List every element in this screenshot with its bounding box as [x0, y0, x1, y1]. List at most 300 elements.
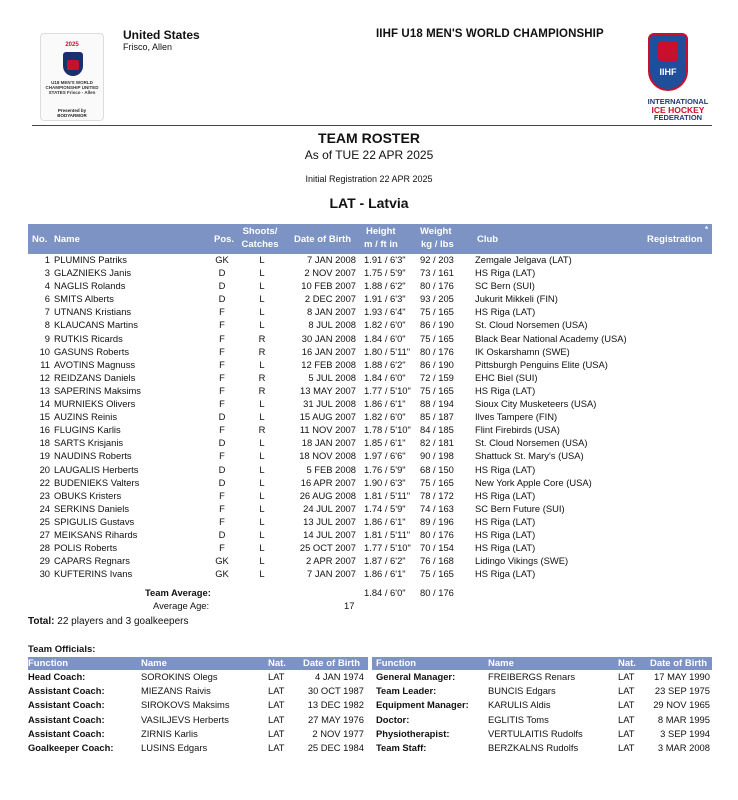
player-shoots: L: [259, 437, 265, 449]
player-number: 25: [39, 515, 50, 527]
player-number: 19: [39, 450, 50, 462]
iihf-shield-icon: [648, 33, 688, 91]
iihf-logo-text: IIHF: [659, 67, 677, 77]
player-shoots: R: [258, 384, 266, 396]
official-nationality: LAT: [618, 741, 635, 753]
player-weight: 88 / 194: [420, 398, 454, 410]
player-name: KLAUCANS Martins: [54, 319, 138, 331]
player-club: Shattuck St. Mary's (USA): [475, 450, 584, 462]
official-name: EGLITIS Toms: [488, 713, 549, 725]
player-position: D: [218, 463, 226, 475]
player-club: HS Riga (LAT): [475, 568, 536, 580]
official-row: [372, 684, 712, 698]
as-of-date: As of TUE 22 APR 2025: [304, 148, 434, 162]
table-row: [28, 384, 712, 397]
player-dob: 7 JAN 2008: [307, 254, 356, 265]
table-row: [28, 332, 712, 345]
official-function: Team Leader:: [376, 685, 437, 697]
player-dob: 7 JAN 2007: [307, 568, 356, 580]
player-dob: 30 JAN 2008: [301, 332, 356, 344]
official-name: SOROKINS Olegs: [141, 671, 218, 682]
table-row: [28, 502, 712, 515]
table-row: [28, 515, 712, 528]
player-height: 1.86 / 6'1": [364, 515, 406, 527]
official-name: FREIBERGS Renars: [488, 671, 576, 682]
official-name: SIROKOVS Maksims: [141, 699, 230, 711]
player-height: 1.76 / 5'9": [364, 463, 406, 475]
player-name: UTNANS Kristians: [54, 306, 132, 318]
official-nationality: LAT: [618, 671, 635, 682]
player-position: D: [218, 293, 226, 305]
official-function: Physiotherapist:: [376, 727, 450, 739]
player-club: Lidingo Vikings (SWE): [475, 555, 569, 567]
player-name: AVOTINS Magnuss: [54, 358, 136, 370]
player-club: HS Riga (LAT): [475, 267, 536, 279]
team-name: LAT - Latvia: [329, 195, 409, 211]
header-divider: [32, 125, 712, 126]
official-name: VASILJEVS Herberts: [141, 713, 229, 725]
table-row: [28, 279, 712, 292]
player-weight: 75 / 165: [420, 332, 454, 344]
player-height: 1.93 / 6'4": [364, 306, 406, 318]
player-number: 23: [39, 489, 50, 501]
player-height: 1.88 / 6'2": [364, 358, 406, 370]
player-shoots: R: [258, 371, 266, 383]
official-row: [28, 727, 368, 741]
table-row: [28, 449, 712, 462]
player-shoots: L: [259, 398, 265, 410]
player-height: 1.74 / 5'9": [364, 502, 406, 514]
player-number: 28: [39, 542, 50, 554]
player-name: SPIGULIS Gustavs: [54, 515, 135, 527]
player-shoots: R: [258, 332, 266, 344]
player-number: 10: [39, 345, 50, 357]
official-name: KARULIS Aldis: [488, 699, 551, 711]
player-shoots: L: [259, 555, 265, 567]
player-club: Ilves Tampere (FIN): [475, 411, 558, 423]
player-height: 1.80 / 5'11": [364, 345, 411, 357]
player-position: F: [219, 371, 225, 383]
player-height: 1.90 / 6'3": [364, 476, 406, 488]
player-shoots: L: [259, 293, 265, 305]
player-shoots: L: [259, 450, 265, 462]
player-dob: 2 APR 2007: [305, 555, 356, 567]
official-function: Doctor:: [376, 713, 410, 725]
player-dob: 15 AUG 2007: [299, 411, 356, 423]
official-function: Goalkeeper Coach:: [28, 741, 114, 753]
player-number: 11: [40, 358, 50, 370]
player-shoots: L: [259, 254, 265, 265]
table-row: [28, 554, 712, 567]
page-title: TEAM ROSTER: [318, 130, 420, 146]
player-dob: 8 JUL 2008: [308, 319, 356, 331]
host-city: Frisco, Allen: [123, 42, 173, 52]
player-weight: 80 / 176: [420, 280, 454, 292]
table-row: [28, 463, 712, 476]
player-club: SC Bern (SUI): [475, 280, 535, 292]
player-club: HS Riga (LAT): [475, 463, 536, 475]
player-club: EHC Biel (SUI): [475, 371, 538, 383]
official-function: Equipment Manager:: [376, 699, 469, 711]
player-club: Zemgale Jelgava (LAT): [475, 254, 572, 265]
iihf-logo: [648, 33, 688, 95]
officials-list-left: [28, 670, 368, 755]
player-shoots: R: [258, 345, 266, 357]
roster-table-body: [28, 253, 712, 580]
player-position: D: [218, 267, 226, 279]
player-height: 1.84 / 6'0": [364, 332, 406, 344]
average-weight: 80 / 176: [420, 587, 454, 598]
player-shoots: L: [259, 280, 265, 292]
table-row: [28, 371, 712, 384]
official-row: [372, 698, 712, 712]
col-pos: Pos.: [214, 234, 235, 245]
player-name: SERKINS Daniels: [54, 502, 130, 514]
player-dob: 16 JAN 2007: [301, 345, 356, 357]
player-position: F: [219, 398, 225, 410]
player-weight: 75 / 165: [420, 568, 454, 580]
player-dob: 12 FEB 2008: [301, 358, 356, 370]
officials-header-right: [372, 657, 712, 670]
player-number: 29: [39, 555, 50, 567]
average-height: 1.84 / 6'0": [364, 587, 406, 598]
player-name: LAUGALIS Herberts: [54, 463, 139, 475]
col-club: Club: [477, 234, 499, 245]
player-name: CAPARS Regnars: [54, 555, 130, 567]
player-weight: 74 / 163: [420, 502, 454, 514]
player-height: 1.91 / 6'3": [364, 293, 406, 305]
official-row: [28, 698, 368, 712]
official-row: [372, 727, 712, 741]
player-weight: 80 / 176: [420, 528, 454, 540]
table-row: [28, 436, 712, 449]
player-number: 18: [39, 437, 50, 449]
player-shoots: L: [259, 358, 265, 370]
player-position: D: [218, 476, 226, 488]
player-height: 1.85 / 6'1": [364, 437, 406, 449]
player-club: HS Riga (LAT): [475, 489, 536, 501]
federation-line-1: INTERNATIONAL: [647, 97, 709, 106]
player-position: GK: [215, 555, 229, 567]
player-height: 1.84 / 6'0": [364, 371, 406, 383]
official-row: [28, 741, 368, 755]
official-dob: 3 MAR 2008: [657, 741, 710, 753]
official-name: MIEZANS Raivis: [141, 685, 211, 697]
player-height: 1.86 / 6'1": [364, 398, 406, 410]
col-name: Name: [54, 234, 80, 245]
player-dob: 2 NOV 2007: [304, 267, 356, 279]
player-name: NAGLIS Rolands: [54, 280, 126, 292]
player-weight: 68 / 150: [420, 463, 454, 475]
player-club: HS Riga (LAT): [475, 306, 536, 318]
official-nationality: LAT: [268, 713, 285, 725]
table-row: [28, 266, 712, 279]
player-height: 1.82 / 6'0": [364, 411, 406, 423]
official-row: [372, 713, 712, 727]
table-row: [28, 305, 712, 318]
player-height: 1.81 / 5'11": [364, 489, 411, 501]
table-row: [28, 423, 712, 436]
logo-caption: U18 MEN'S WORLD CHAMPIONSHIP UNITED STATES Frisco - Allen: [45, 80, 99, 95]
player-position: F: [219, 332, 225, 344]
player-club: Pittsburgh Penguins Elite (USA): [475, 358, 608, 370]
player-dob: 2 DEC 2007: [304, 293, 356, 305]
table-row: [28, 410, 712, 423]
col-shoots: Shoots/: [242, 226, 278, 237]
player-dob: 10 FEB 2007: [301, 280, 356, 292]
player-dob: 14 JUL 2007: [303, 528, 356, 540]
official-row: [372, 741, 712, 755]
official-row: [28, 713, 368, 727]
host-country: United States: [123, 28, 200, 42]
player-height: 1.81 / 5'11": [364, 528, 411, 540]
player-club: St. Cloud Norsemen (USA): [475, 437, 588, 449]
official-dob: 4 JAN 1974: [315, 671, 364, 682]
initial-registration: Initial Registration 22 APR 2025: [305, 174, 433, 184]
player-dob: 24 JUL 2007: [303, 502, 356, 514]
col-height-units: m / ft in: [364, 239, 398, 250]
table-row: [28, 292, 712, 305]
player-name: SAPERINS Maksims: [54, 384, 141, 396]
col-weight: Weight: [420, 226, 452, 237]
official-dob: 2 NOV 1977: [312, 727, 364, 739]
player-club: Sioux City Musketeers (USA): [475, 398, 597, 410]
player-height: 1.87 / 6'2": [364, 555, 406, 567]
official-nationality: LAT: [268, 741, 285, 753]
player-position: F: [219, 319, 225, 331]
player-height: 1.82 / 6'0": [364, 319, 406, 331]
federation-line-3: FEDERATION: [653, 113, 703, 122]
federation-name: [628, 98, 728, 122]
player-shoots: L: [259, 542, 265, 554]
officials-header-left: [28, 657, 368, 670]
player-weight: 86 / 190: [420, 358, 454, 370]
player-number: 9: [44, 332, 50, 344]
table-row: [28, 541, 712, 554]
player-shoots: L: [259, 515, 265, 527]
officials-col-nat: Nat.: [618, 658, 636, 669]
player-weight: 82 / 181: [420, 437, 454, 449]
player-name: BUDENIEKS Valters: [54, 476, 140, 488]
player-dob: 8 JAN 2007: [307, 306, 356, 318]
player-number: 7: [44, 306, 50, 318]
player-dob: 18 NOV 2008: [299, 450, 356, 462]
player-dob: 26 AUG 2008: [299, 489, 356, 501]
officials-col-name: Name: [141, 658, 167, 669]
player-shoots: L: [259, 568, 265, 580]
player-shoots: L: [259, 319, 265, 331]
player-number: 8: [44, 319, 50, 331]
officials-col-nat: Nat.: [268, 658, 286, 669]
player-club: HS Riga (LAT): [475, 528, 536, 540]
player-name: NAUDINS Roberts: [54, 450, 132, 462]
player-position: D: [218, 437, 226, 449]
player-number: 3: [44, 267, 50, 279]
player-number: 16: [39, 424, 50, 436]
col-height: Height: [366, 226, 396, 237]
player-name: POLIS Roberts: [54, 542, 118, 554]
roster-table-header: [28, 224, 712, 254]
player-weight: 86 / 190: [420, 319, 454, 331]
official-dob: 13 DEC 1982: [307, 699, 364, 711]
official-nationality: LAT: [618, 699, 635, 711]
official-dob: 25 DEC 1984: [307, 741, 364, 753]
table-row: [28, 345, 712, 358]
player-name: AUZINS Reinis: [54, 411, 118, 423]
player-number: 4: [44, 280, 50, 292]
player-height: 1.86 / 6'1": [364, 568, 406, 580]
player-name: GASUNS Roberts: [54, 345, 130, 357]
player-shoots: L: [259, 528, 265, 540]
player-dob: 18 JAN 2007: [301, 437, 356, 449]
player-number: 27: [39, 528, 50, 540]
player-dob: 11 NOV 2007: [299, 424, 356, 436]
officials-col-dob: Date of Birth: [650, 658, 707, 669]
player-weight: 93 / 205: [420, 293, 454, 305]
official-function: Assistant Coach:: [28, 727, 105, 739]
official-nationality: LAT: [268, 699, 285, 711]
player-name: MURNIEKS Olivers: [54, 398, 136, 410]
official-dob: 17 MAY 1990: [654, 671, 710, 682]
player-position: F: [219, 542, 225, 554]
official-row: [372, 670, 712, 684]
official-dob: 30 OCT 1987: [307, 685, 364, 697]
player-club: SC Bern Future (SUI): [475, 502, 565, 514]
player-shoots: R: [258, 424, 266, 436]
player-club: New York Apple Core (USA): [475, 476, 592, 488]
player-height: 1.78 / 5'10": [364, 424, 411, 436]
player-height: 1.77 / 5'10": [364, 542, 411, 554]
player-position: D: [218, 528, 226, 540]
player-dob: 13 MAY 2007: [300, 384, 356, 396]
table-row: [28, 253, 712, 266]
official-nationality: LAT: [268, 727, 285, 739]
player-weight: 75 / 165: [420, 306, 454, 318]
logo-sponsor: Presented by BODYARMOR: [57, 108, 87, 118]
table-row: [28, 476, 712, 489]
table-row: [28, 397, 712, 410]
player-height: 1.75 / 5'9": [364, 267, 406, 279]
average-age: 17: [344, 600, 355, 611]
player-weight: 92 / 203: [420, 254, 454, 265]
official-dob: 23 SEP 1975: [654, 685, 710, 697]
official-dob: 8 MAR 1995: [657, 713, 710, 725]
player-position: D: [218, 411, 226, 423]
officials-title: Team Officials:: [28, 644, 96, 655]
player-shoots: L: [259, 267, 265, 279]
player-club: St. Cloud Norsemen (USA): [475, 319, 588, 331]
table-row: [28, 489, 712, 502]
officials-col-dob: Date of Birth: [303, 658, 360, 669]
col-weight-units: kg / lbs: [421, 239, 454, 250]
player-position: F: [219, 384, 225, 396]
player-shoots: L: [259, 411, 265, 423]
registration-mark: *: [705, 225, 709, 234]
player-weight: 72 / 159: [420, 371, 454, 383]
official-dob: 27 MAY 1976: [308, 713, 364, 725]
average-age-label: Average Age:: [153, 600, 210, 611]
player-position: D: [218, 280, 226, 292]
player-shoots: L: [259, 463, 265, 475]
player-name: PLUMINS Patriks: [54, 254, 127, 265]
player-club: HS Riga (LAT): [475, 515, 536, 527]
player-club: HS Riga (LAT): [475, 542, 536, 554]
official-nationality: LAT: [618, 685, 635, 697]
player-height: 1.88 / 6'2": [364, 280, 406, 292]
hockey-mark-icon: [63, 52, 83, 76]
player-name: FLUGINS Karlis: [54, 424, 121, 436]
player-position: F: [219, 306, 225, 318]
championship-logo: [40, 33, 104, 121]
col-dob: Date of Birth: [294, 234, 351, 245]
official-function: Assistant Coach:: [28, 685, 105, 697]
player-club: Flint Firebirds (USA): [475, 424, 560, 436]
official-function: Head Coach:: [28, 671, 86, 682]
player-weight: 76 / 168: [420, 555, 454, 567]
official-row: [28, 684, 368, 698]
official-row: [28, 670, 368, 684]
total-line: [28, 616, 188, 627]
total-label: Total:: [28, 616, 55, 627]
player-weight: 73 / 161: [420, 267, 454, 279]
official-name: LUSINS Edgars: [141, 741, 208, 753]
player-weight: 84 / 185: [420, 424, 454, 436]
player-club: IK Oskarshamn (SWE): [475, 345, 570, 357]
logo-year: 2025: [65, 42, 79, 48]
col-catches: Catches: [241, 239, 279, 250]
player-weight: 75 / 165: [420, 476, 454, 488]
player-position: F: [219, 489, 225, 501]
table-row: [28, 318, 712, 331]
player-number: 1: [44, 254, 50, 265]
official-nationality: LAT: [268, 685, 285, 697]
player-number: 20: [39, 463, 50, 475]
officials-col-name: Name: [488, 658, 514, 669]
table-row: [28, 528, 712, 541]
player-weight: 90 / 198: [420, 450, 454, 462]
player-number: 15: [39, 411, 50, 423]
player-position: F: [219, 424, 225, 436]
player-height: 1.97 / 6'6": [364, 450, 406, 462]
player-number: 14: [39, 398, 50, 410]
player-number: 24: [39, 502, 50, 514]
player-position: F: [219, 358, 225, 370]
official-function: Assistant Coach:: [28, 699, 105, 711]
player-position: F: [219, 515, 225, 527]
event-title: IIHF U18 MEN'S WORLD CHAMPIONSHIP: [376, 28, 604, 40]
player-club: HS Riga (LAT): [475, 384, 536, 396]
player-weight: 89 / 196: [420, 515, 454, 527]
player-weight: 85 / 187: [420, 411, 454, 423]
player-name: REIDZANS Daniels: [54, 371, 136, 383]
player-dob: 5 FEB 2008: [306, 463, 356, 475]
player-weight: 80 / 176: [420, 345, 454, 357]
official-name: ZIRNIS Karlis: [141, 727, 198, 739]
player-number: 22: [39, 476, 50, 488]
official-nationality: LAT: [268, 671, 285, 682]
player-weight: 70 / 154: [420, 542, 454, 554]
player-club: Jukurit Mikkeli (FIN): [475, 293, 558, 305]
col-no: No.: [32, 234, 48, 245]
officials-col-function: Function: [28, 658, 69, 669]
official-nationality: LAT: [618, 713, 635, 725]
player-name: MEIKSANS Rihards: [54, 528, 138, 540]
player-weight: 78 / 172: [420, 489, 454, 501]
official-name: BUNCIS Edgars: [488, 685, 556, 697]
player-shoots: L: [259, 476, 265, 488]
official-dob: 29 NOV 1965: [653, 699, 710, 711]
table-row: [28, 567, 712, 580]
